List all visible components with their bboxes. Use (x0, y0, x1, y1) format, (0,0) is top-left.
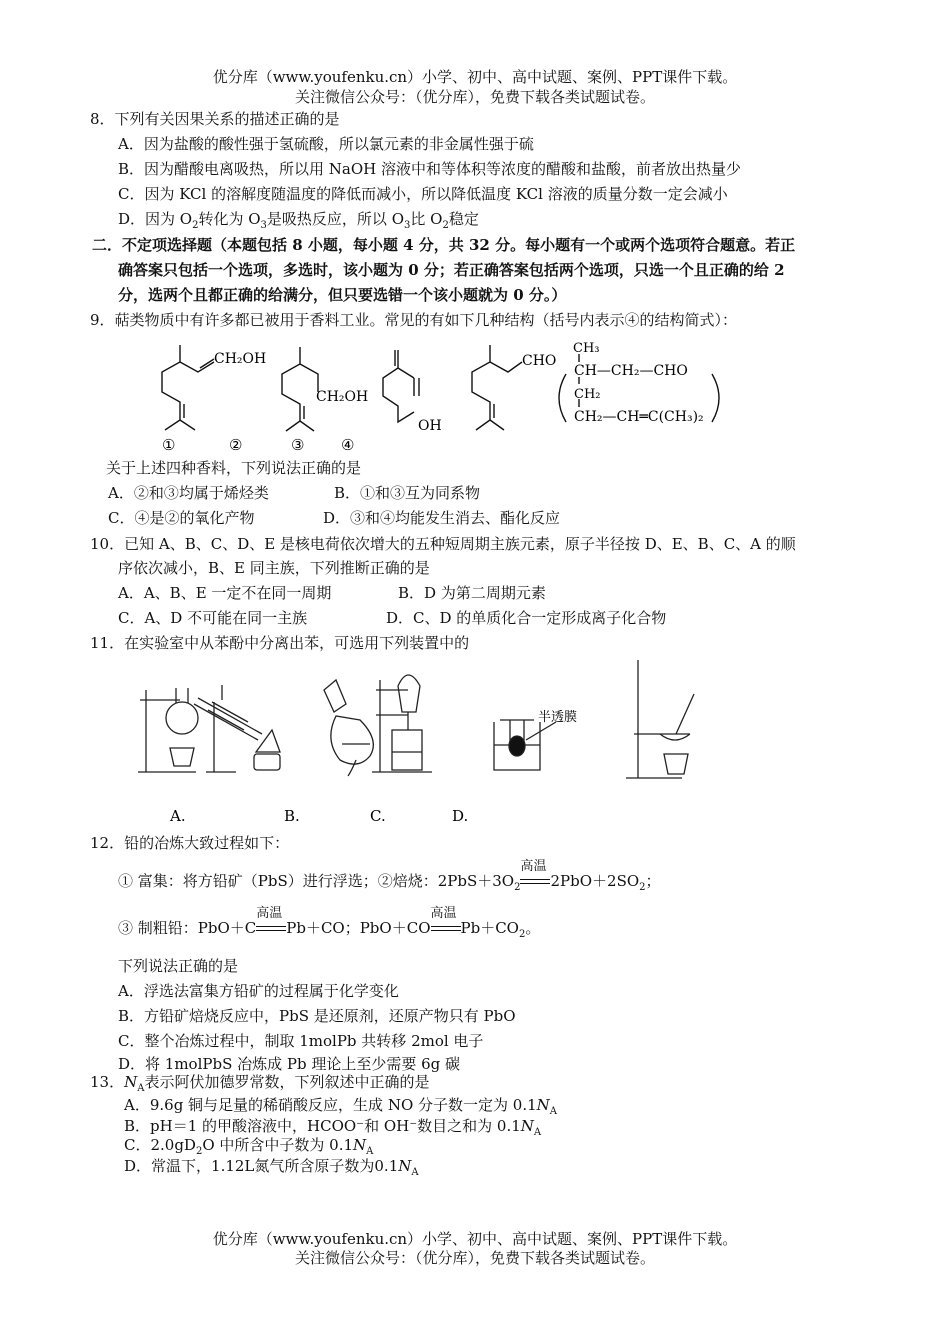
formula-ch3: CH₃ (573, 341, 600, 356)
q10-option-a: A．A、B、E 一定不在同一周期 (118, 584, 332, 602)
q11-stem: 11．在实验室中从苯酚中分离出苯，可选用下列装置中的 (90, 634, 470, 652)
q13-option-a: A．9.6g 铜与足量的稀硝酸反应，生成 NO 分子数一定为 $0.1N_A$ (124, 1096, 558, 1117)
structure2-group-label: CH₂OH (316, 389, 369, 405)
apparatus-label-a: A. (170, 807, 186, 825)
structure-number-3: ③ (291, 436, 305, 454)
q13-option-b: B．pH＝1 的甲酸溶液中，HCOO⁻和 OH⁻数目之和为 $0.1N_A$ (124, 1117, 542, 1138)
q12-cond-1: 高温 (520, 859, 547, 874)
q8-option-c: C．因为 KCl 的溶解度随温度的降低而减小，所以降低温度 KCl 溶液的质量分数一定会减小 (118, 185, 728, 203)
q9-stem: 9．萜类物质中有许多都已被用于香料工业。常见的有如下几种结构（括号内表示④的结构简式）： (90, 311, 738, 329)
q13-option-d: D．常温下，1.12L氮气所含原子数为$0.1N_A$ (124, 1157, 419, 1178)
q12-question: 下列说法正确的是 (118, 957, 239, 975)
structure-number-1: ① (162, 436, 176, 454)
q8-stem: 8．下列有关因果关系的描述正确的是 (90, 110, 340, 128)
q9-option-d: D．③和④均能发生消去、酯化反应 (323, 509, 561, 527)
footer-line-2: 关注微信公众号：（优分库），免费下载各类试题试卷。 (294, 1249, 655, 1267)
q12-cond-3: 高温 (430, 906, 457, 921)
apparatus-label-d: D. (452, 807, 469, 825)
apparatus-label-b: B. (284, 807, 300, 825)
q12-cond-2: 高温 (256, 906, 283, 921)
q9-option-a: A．②和③均属于烯烃类 (108, 484, 269, 502)
q12-option-c: C．整个冶炼过程中，制取 1molPb 共转移 2mol 电子 (118, 1032, 484, 1050)
structure-number-4: ④ (341, 436, 355, 454)
q10-option-c: C．A、D 不可能在同一主族 (118, 609, 308, 627)
q9-question: 关于上述四种香料，下列说法正确的是 (106, 459, 362, 477)
q8-option-d: D．因为 $O_2$转化为 $O_3$是吸热反应，所以 $O_3$比 $O_2$稳定 (118, 210, 479, 231)
formula-row-4: CH₂—CH═C(CH₃)₂ (574, 409, 704, 425)
structure-number-2: ② (229, 436, 243, 454)
q12-step-1: ① 富集：将方铅矿（PbS）进行浮选；②焙烧：$2PbS+3O_2$ 高温 $2PbO+2SO_2$； (118, 870, 661, 893)
formula-row-2: CH—CH₂—CHO (574, 363, 688, 379)
q8-option-a: A．因为盐酸的酸性强于氢硫酸，所以氯元素的非金属性强于硫 (118, 135, 534, 153)
q12-step-3: ③ 制粗铅：PbO＋C 高温 Pb＋CO；PbO＋CO 高温 $Pb+CO_2$。 (118, 917, 540, 940)
section2-line-1: 二．不定项选择题（本题包括 8 小题，每小题 4 分，共 32 分。每小题有一个或两个选项符合题意。若正 (92, 236, 796, 254)
header-line-2: 关注微信公众号：（优分库），免费下载各类试题试卷。 (294, 88, 655, 106)
q9-option-b: B．①和③互为同系物 (334, 484, 481, 502)
q10-stem-1: 10．已知 A、B、C、D、E 是核电荷依次增大的五种短周期主族元素，原子半径按 D、E、B、C、A 的顺 (90, 535, 796, 553)
section2-line-3: 分，选两个且都正确的给满分，但只要选错一个该小题就为 0 分。） (118, 286, 567, 304)
q12-option-b: B．方铅矿焙烧反应中，PbS 是还原剂，还原产物只有 PbO (118, 1007, 516, 1025)
q9-option-c: C．④是②的氧化产物 (108, 509, 255, 527)
apparatus-label-c: C. (370, 807, 386, 825)
structure3-group-label: OH (418, 418, 442, 434)
q10-stem-2: 序依次减小，B、E 同主族，下列推断正确的是 (118, 559, 430, 577)
q12-option-a: A．浮选法富集方铅矿的过程属于化学变化 (118, 982, 399, 1000)
q10-option-d: D．C、D 的单质化合一定形成离子化合物 (386, 609, 667, 627)
q13-stem: 13．$N_A$表示阿伏加德罗常数，下列叙述中正确的是 (90, 1073, 430, 1094)
q13-option-c: C．$2.0gD_2O$ 中所含中子数为 $0.1N_A$ (124, 1136, 374, 1157)
formula-ch2: CH₂ (574, 387, 601, 402)
q10-option-b: B．D 为第二周期元素 (398, 584, 546, 602)
q12-stem: 12．铅的冶炼大致过程如下： (90, 834, 290, 852)
section2-line-2: 确答案只包括一个选项，多选时，该小题为 0 分；若正确答案包括两个选项，只选一个且正确的给 2 (118, 261, 785, 279)
structure1-group-label: CH₂OH (214, 351, 267, 367)
membrane-label: 半透膜 (538, 710, 578, 725)
q12-option-d: D．将 1molPbS 冶炼成 Pb 理论上至少需要 6g 碳 (118, 1055, 461, 1073)
footer-line-1: 优分库（www.youfenku.cn）小学、初中、高中试题、案例、PPT课件下载。 (212, 1230, 738, 1248)
q8-option-b: B．因为醋酸电离吸热，所以用 NaOH 溶液中和等体积等浓度的醋酸和盐酸，前者放出热量少 (118, 160, 742, 178)
structure4-group-label: CHO (522, 353, 557, 369)
header-line-1: 优分库（www.youfenku.cn）小学、初中、高中试题、案例、PPT课件下载。 (212, 68, 738, 86)
